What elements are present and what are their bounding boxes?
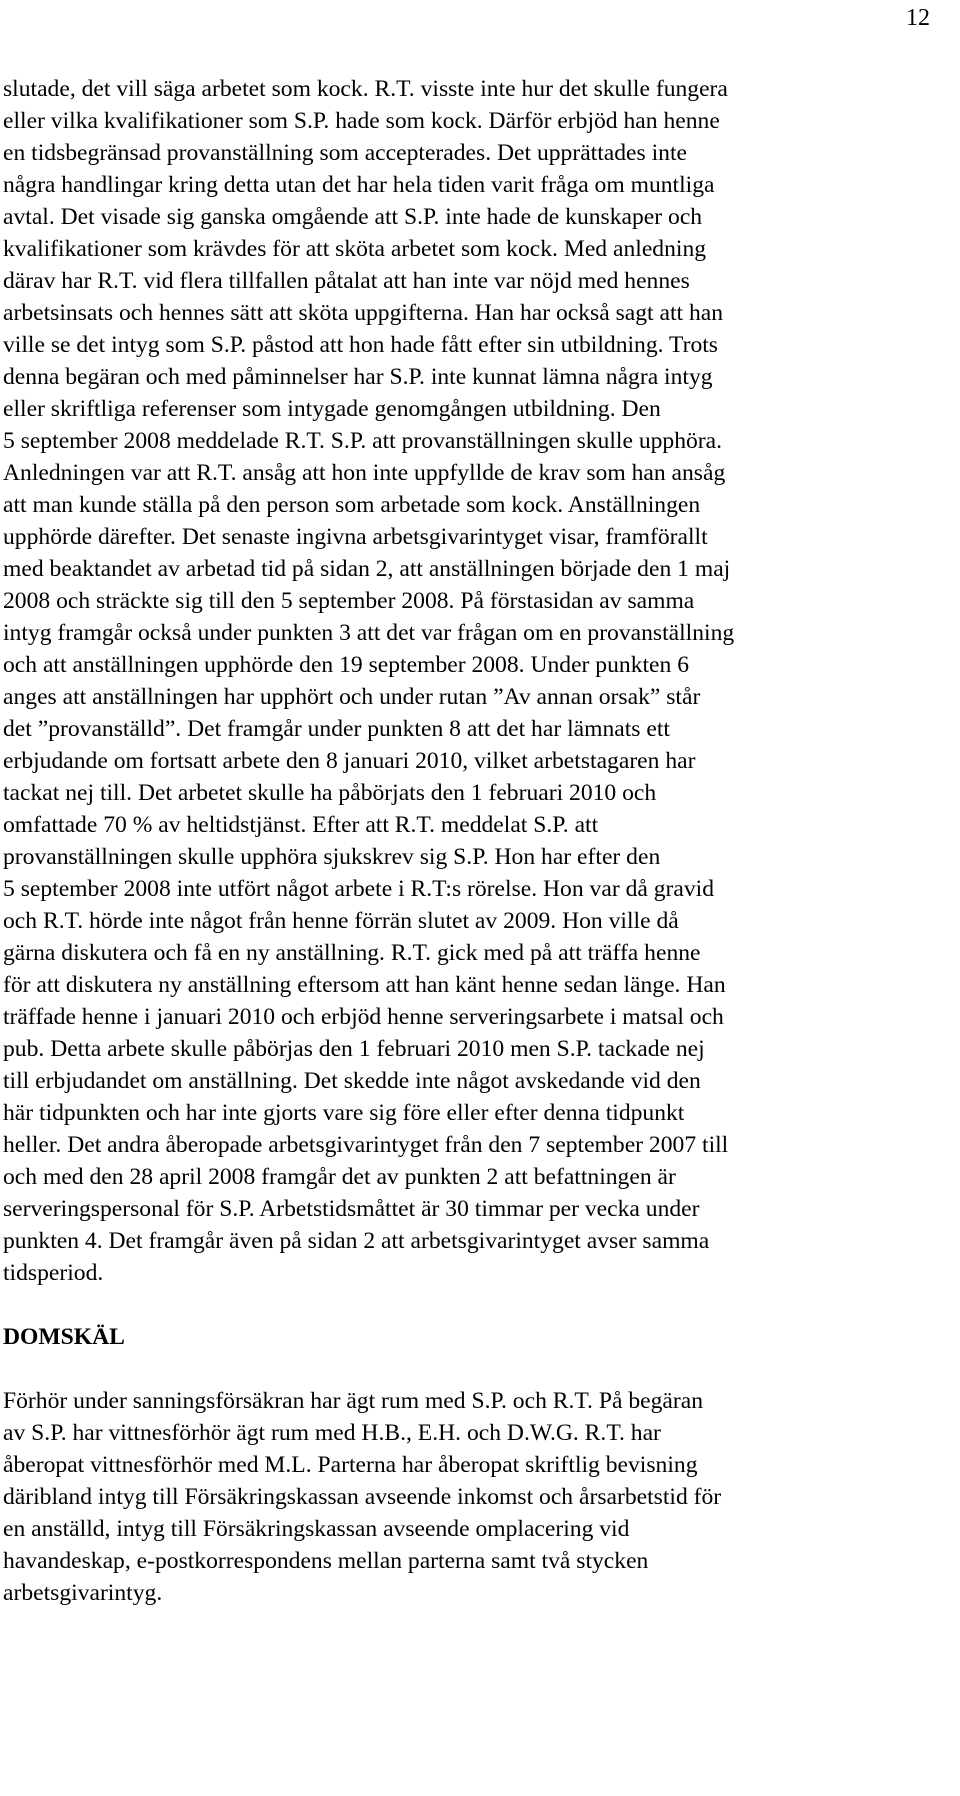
text-line: för att diskutera ny anställning eftersom att han känt henne sedan länge. Han <box>3 972 726 998</box>
text-line: ville se det intyg som S.P. påstod att hon hade fått efter sin utbildning. Trots <box>3 332 718 358</box>
text-line: pub. Detta arbete skulle påbörjas den 1 februari 2010 men S.P. tackade nej <box>3 1036 705 1062</box>
text-line: kvalifikationer som krävdes för att sköta arbetet som kock. Med anledning <box>3 236 707 262</box>
text-line: eller vilka kvalifikationer som S.P. hade som kock. Därför erbjöd han henne <box>3 108 720 134</box>
text-line: och R.T. hörde inte något från henne förrän slutet av 2009. Hon ville då <box>3 908 679 934</box>
paragraph <box>3 1385 943 1609</box>
text-line: havandeskap, e-postkorrespondens mellan parterna samt två stycken <box>3 1548 649 1574</box>
text-line: avtal. Det visade sig ganska omgående att S.P. inte hade de kunskaper och <box>3 204 703 230</box>
text-line: provanställningen skulle upphöra sjukskrev sig S.P. Hon har efter den <box>3 844 661 870</box>
text-line: arbetsgivarintyg. <box>3 1580 163 1606</box>
paragraph <box>3 73 943 1289</box>
text-line: några handlingar kring detta utan det har hela tiden varit fråga om muntliga <box>3 172 715 198</box>
paragraph-spacer <box>3 1289 943 1321</box>
text-line: gärna diskutera och få en ny anställning. R.T. gick med på att träffa henne <box>3 940 701 966</box>
text-line: serveringspersonal för S.P. Arbetstidsmåttet är 30 timmar per vecka under <box>3 1196 700 1222</box>
text-line: däribland intyg till Försäkringskassan avseende inkomst och årsarbetstid för <box>3 1484 722 1510</box>
text-line: Förhör under sanningsförsäkran har ägt rum med S.P. och R.T. På begäran <box>3 1388 704 1414</box>
text-line: och med den 28 april 2008 framgår det av punkten 2 att befattningen är <box>3 1164 676 1190</box>
text-line: 2008 och sträckte sig till den 5 september 2008. På förstasidan av samma <box>3 588 695 614</box>
text-line: intyg framgår också under punkten 3 att det var frågan om en provanställning <box>3 620 735 646</box>
text-line: erbjudande om fortsatt arbete den 8 januari 2010, vilket arbetstagaren har <box>3 748 696 774</box>
text-line: arbetsinsats och hennes sätt att sköta uppgifterna. Han har också sagt att han <box>3 300 724 326</box>
page-number: 12 <box>906 5 930 31</box>
text-line: därav har R.T. vid flera tillfallen påtalat att han inte var nöjd med hennes <box>3 268 690 294</box>
text-line: upphörde därefter. Det senaste ingivna arbetsgivarintyget visar, framförallt <box>3 524 708 550</box>
text-line: tidsperiod. <box>3 1260 104 1286</box>
text-line: heller. Det andra åberopade arbetsgivarintyget från den 7 september 2007 till <box>3 1132 729 1158</box>
text-line: tackat nej till. Det arbetet skulle ha påbörjats den 1 februari 2010 och <box>3 780 657 806</box>
text-line: av S.P. har vittnesförhör ägt rum med H.B., E.H. och D.W.G. R.T. har <box>3 1420 661 1446</box>
text-line: 5 september 2008 inte utfört något arbete i R.T:s rörelse. Hon var då gravid <box>3 876 715 902</box>
text-line: det ”provanställd”. Det framgår under punkten 8 att det har lämnats ett <box>3 716 670 742</box>
document-body <box>3 73 943 1609</box>
text-line: 5 september 2008 meddelade R.T. S.P. att provanställningen skulle upphöra. <box>3 428 723 454</box>
text-line: omfattade 70 % av heltidstjänst. Efter att R.T. meddelat S.P. att <box>3 812 599 838</box>
text-line: här tidpunkten och har inte gjorts vare sig före eller efter denna tidpunkt <box>3 1100 685 1126</box>
text-line: till erbjudandet om anställning. Det skedde inte något avskedande vid den <box>3 1068 701 1094</box>
paragraph-spacer <box>3 1353 943 1385</box>
text-line: punkten 4. Det framgår även på sidan 2 att arbetsgivarintyget avser samma <box>3 1228 710 1254</box>
text-line: att man kunde ställa på den person som arbetade som kock. Anställningen <box>3 492 701 518</box>
text-line: en anställd, intyg till Försäkringskassan avseende omplacering vid <box>3 1516 630 1542</box>
text-line: och att anställningen upphörde den 19 september 2008. Under punkten 6 <box>3 652 690 678</box>
text-line: slutade, det vill säga arbetet som kock. R.T. visste inte hur det skulle fungera <box>3 76 728 102</box>
section-heading: DOMSKÄL <box>3 1324 125 1350</box>
text-line: med beaktandet av arbetad tid på sidan 2, att anställningen började den 1 maj <box>3 556 731 582</box>
text-line: Anledningen var att R.T. ansåg att hon inte uppfyllde de krav som han ansåg <box>3 460 726 486</box>
text-line: åberopat vittnesförhör med M.L. Parterna har åberopat skriftlig bevisning <box>3 1452 698 1478</box>
text-line: denna begäran och med påminnelser har S.P. inte kunnat lämna några intyg <box>3 364 713 390</box>
text-line: eller skriftliga referenser som intygade genomgången utbildning. Den <box>3 396 661 422</box>
text-line: träffade henne i januari 2010 och erbjöd henne serveringsarbete i matsal och <box>3 1004 724 1030</box>
text-line: en tidsbegränsad provanställning som accepterades. Det upprättades inte <box>3 140 687 166</box>
text-line: anges att anställningen har upphört och under rutan ”Av annan orsak” står <box>3 684 701 710</box>
